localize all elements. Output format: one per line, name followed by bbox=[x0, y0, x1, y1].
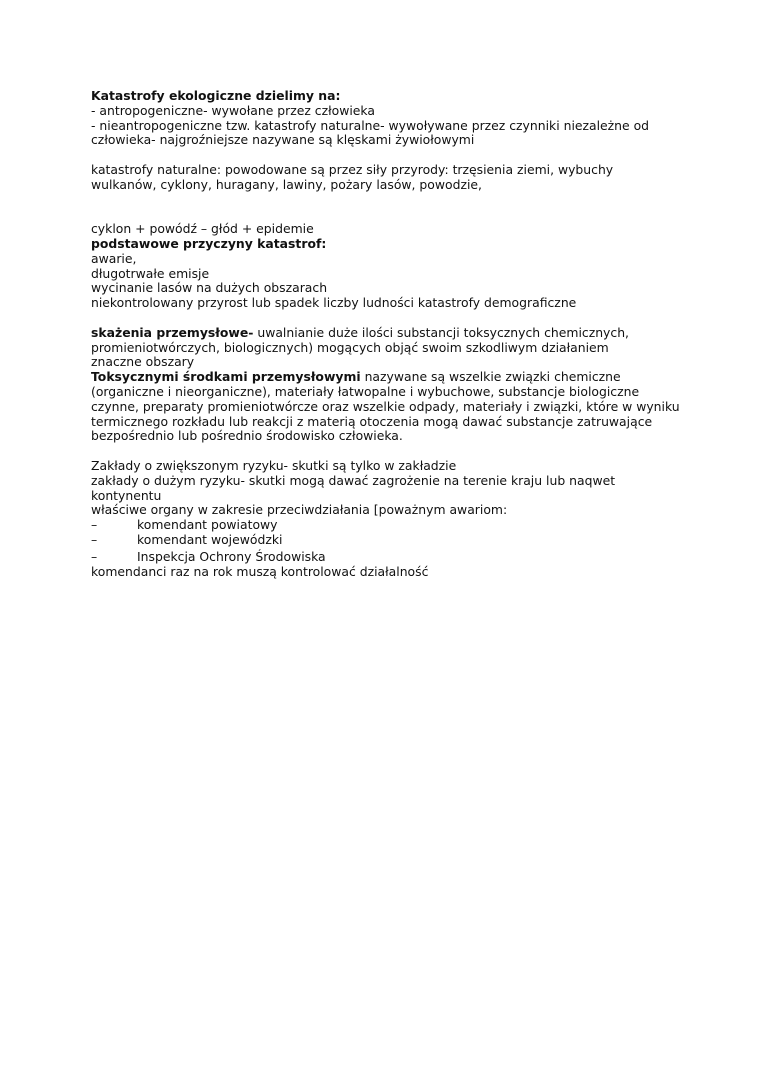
toxic-text: nazywane są wszelkie związki chemiczne (organiczne i nieorganiczne), materiały łatwopalne i wybuchowe, substancje biologiczne czynne, preparaty promieniotwórcze oraz wszelkie odpady, materiały i związki, które w wyniku termicznego rozkładu lub reakcji z materią otoczenia mogą dawać substancje zatruwające bezpośrednio lub pośrednio środowisko człowieka. bbox=[91, 369, 680, 444]
cause-item: awarie, bbox=[91, 250, 137, 266]
dash-bullet: – bbox=[91, 517, 98, 533]
authority-item bbox=[91, 518, 681, 533]
toxic-agents bbox=[91, 370, 681, 444]
type-natural: - nieantropogeniczne tzw. katastrofy naturalne- wywoływane przez czynniki niezależne od człowieka- najgroźniejsze nazywane są klęskami żywiołowymi bbox=[91, 117, 650, 148]
authority-label: Inspekcja Ochrony Środowiska bbox=[137, 548, 326, 564]
authority-label: komendant powiatowy bbox=[137, 517, 278, 533]
dash-bullet: – bbox=[91, 531, 98, 547]
industrial-term: skażenia przemysłowe- bbox=[91, 324, 254, 340]
type-anthropogenic: - antropogeniczne- wywołane przez człowieka bbox=[91, 102, 375, 118]
closing-text: komendanci raz na rok muszą kontrolować działalność bbox=[91, 563, 429, 579]
cause-item: długotrwałe emisje bbox=[91, 265, 210, 281]
authority-item bbox=[91, 533, 681, 548]
authority-label: komendant wojewódzki bbox=[137, 531, 283, 547]
cause-item: wycinanie lasów na dużych obszarach bbox=[91, 280, 328, 296]
spacer bbox=[91, 444, 681, 459]
plants-increased-risk: Zakłady o zwiększonym ryzyku- skutki są tylko w zakładzie bbox=[91, 457, 457, 473]
document-page bbox=[91, 89, 681, 579]
dash-bullet: – bbox=[91, 548, 98, 564]
chain-text: cyklon + powódź – głód + epidemie bbox=[91, 221, 314, 237]
toxic-term: Toksycznymi środkami przemysłowymi bbox=[91, 369, 361, 385]
heading: Katastrofy ekologiczne dzielimy na: bbox=[91, 88, 341, 103]
authorities-heading: właściwe organy w zakresie przeciwdziałania [poważnym awariom: bbox=[91, 502, 508, 518]
natural-disasters-text: katastrofy naturalne: powodowane są przez siły przyrody: trzęsienia ziemi, wybuchy wulkanów, cyklony, huragany, lawiny, pożary lasów, powodzie, bbox=[91, 161, 614, 192]
industrial-text: uwalnianie duże ilości substancji toksycznych chemicznych, promieniotwórczych, biologicznych) mogących objąć swoim szkodliwym działaniem znaczne obszary bbox=[91, 324, 629, 370]
plants-high-risk: zakłady o dużym ryzyku- skutki mogą dawać zagrożenie na terenie kraju lub naqwet kontynentu bbox=[91, 472, 616, 503]
industrial-contamination bbox=[91, 326, 681, 370]
spacer bbox=[91, 311, 681, 326]
causes-heading: podstawowe przyczyny katastrof: bbox=[91, 235, 327, 251]
cause-item: niekontrolowany przyrost lub spadek liczby ludności katastrofy demograficzne bbox=[91, 295, 577, 311]
spacer bbox=[91, 193, 681, 223]
authority-item bbox=[91, 550, 681, 565]
spacer bbox=[91, 148, 681, 163]
